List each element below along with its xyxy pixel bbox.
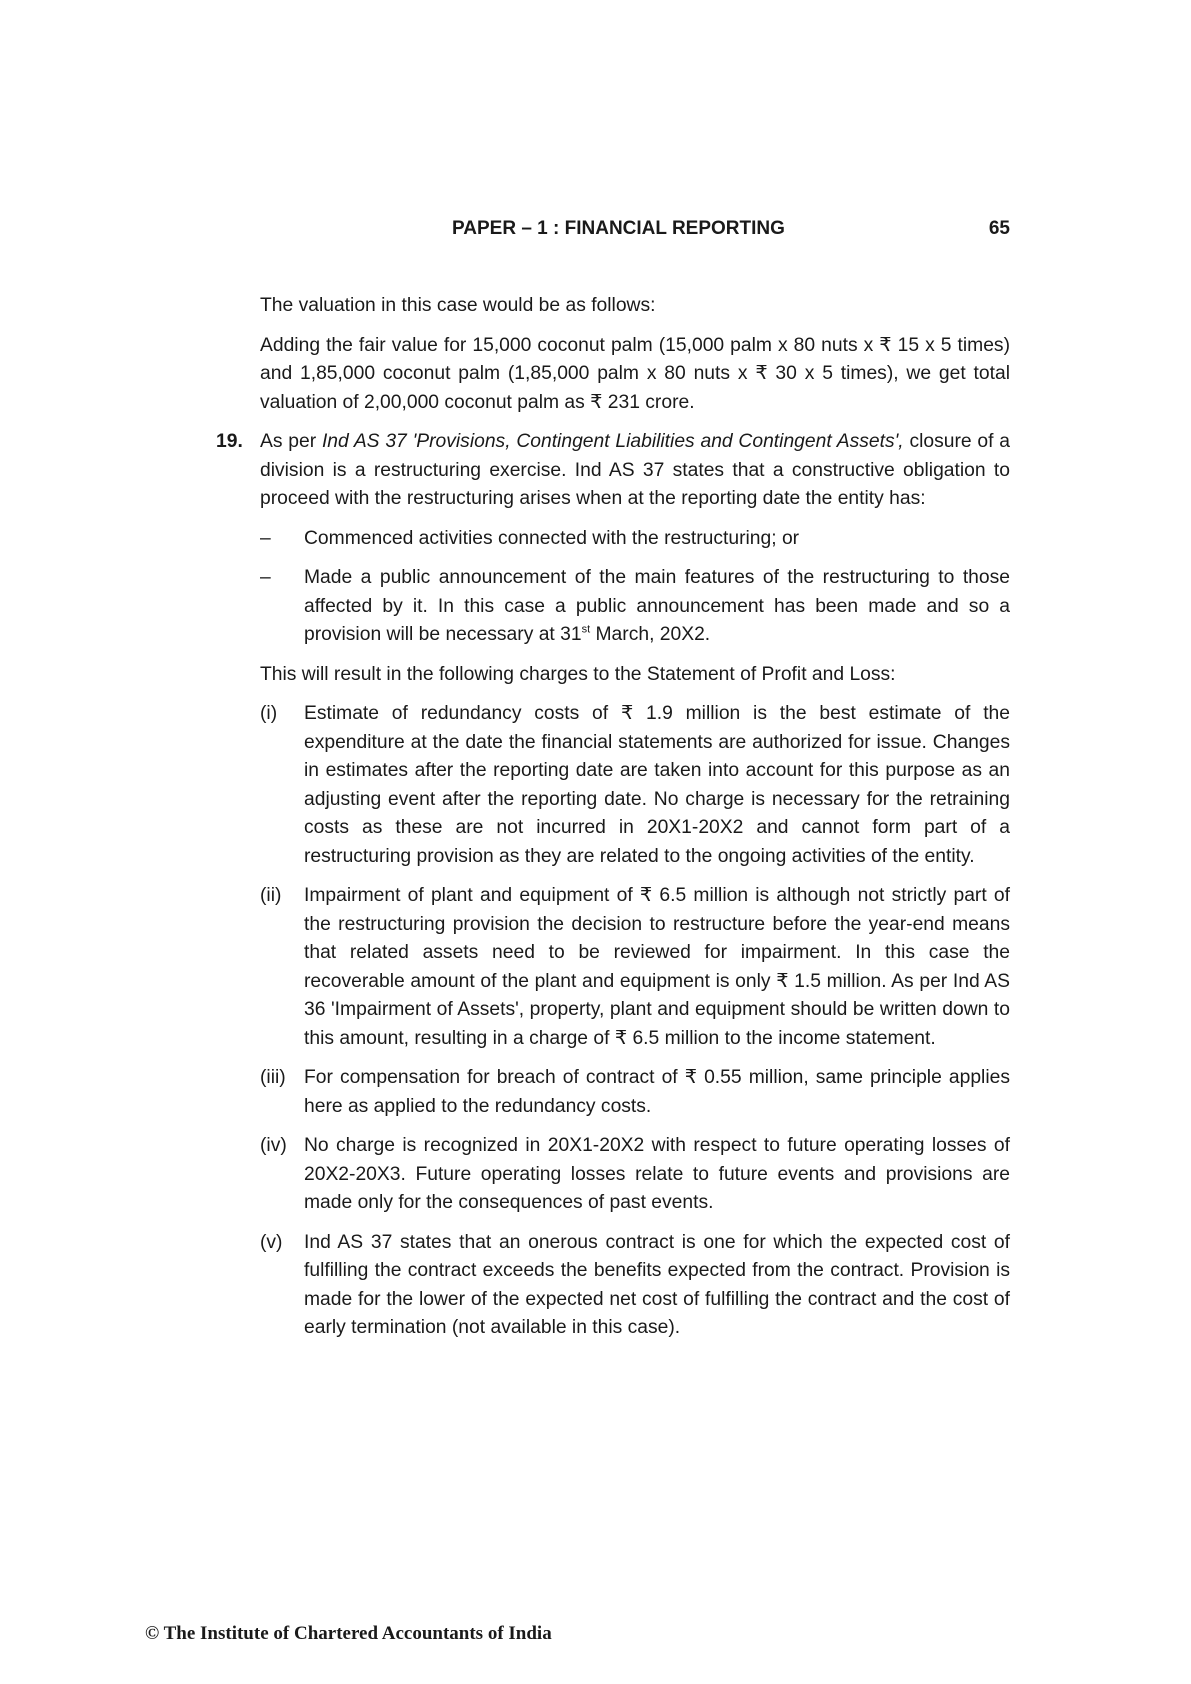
dash-item [260,525,1010,554]
dash-item-text: Commenced activities connected with the restructuring; or [304,527,800,549]
page-number: 65 [988,218,1010,239]
charge-text: Ind AS 37 states that an onerous contract is one for which the expected cost of fulfilling the contract exceeds the benefits expected from the contract. Provision is made for the lower of the expected net cost of fulfilling the contract and the cost of early termination (not available in this case). [304,1231,1010,1338]
charge-text: Impairment of plant and equipment of ₹ 6.5 million is although not strictly part of the restructuring provision the decision to restructure before the year-end means that related assets need to be reviewed for impairment. In this case the recoverable amount of the plant and equipment is only ₹ 1.5 million. As per Ind AS 36 'Impairment of Assets', property, plant and equipment should be written down to this amount, resulting in a charge of ₹ 6.5 million to the income statement. [304,885,1010,1049]
question-text-b: closure of a division is a restructuring exercise. Ind AS 37 states that a constructive obligation to proceed with the restructuring arises when at the reporting date the entity has: [260,431,1010,509]
charge-item [260,882,1010,1053]
page-body [216,292,1010,1354]
copyright-footer: © The Institute of Chartered Accountants of India [145,1623,552,1644]
charge-marker: (i) [260,703,278,724]
charge-marker: (ii) [260,885,282,906]
charge-item [260,1064,1010,1121]
charge-item [260,1229,1010,1343]
dash-marker: – [260,527,271,549]
question-text-a: As per [260,431,322,452]
dash-item [260,564,1010,650]
intro-line: The valuation in this case would be as follows: [260,295,656,316]
valuation-paragraph: Adding the fair value for 15,000 coconut palm (15,000 palm x 80 nuts x ₹ 15 x 5 times) and 1,85,000 coconut palm (1,85,000 palm x 80 nuts x ₹ 30 x 5 times), we get total valuation of 2,00,000 coconut palm as ₹ 231 crore. [260,334,1010,413]
standard-name: Ind AS 37 ' [321,431,417,452]
charge-text: For compensation for breach of contract of ₹ 0.55 million, same principle applies here as applied to the redundancy costs. [304,1067,1010,1117]
charge-marker: (iii) [260,1067,286,1088]
charge-marker: (iv) [260,1135,287,1156]
dash-marker: – [260,567,271,588]
charge-item [260,700,1010,871]
charge-text: No charge is recognized in 20X1-20X2 with respect to future operating losses of 20X2-20X3. Future operating losses relate to future events and provisions are made only for the consequences of past events. [304,1135,1010,1213]
charge-marker: (v) [260,1231,283,1253]
question-number: 19. [216,431,243,452]
ordinal-suffix: st [581,623,591,636]
dash-item-text-b: March, 20X2. [590,624,711,645]
dash-item-text-a: Made a public announcement of the main features of the restructuring to those affected by it. In this case a public announcement has been made and so a provision will be necessary at 31 [304,567,1010,645]
charge-text: Estimate of redundancy costs of ₹ 1.9 million is the best estimate of the expenditure at the date the financial statements are authorized for issue. Changes in estimates after the reporting date are taken into account for this purpose as an adjusting event after the reporting date. No charge is necessary for the retraining costs as these are not incurred in 20X1-20X2 and cannot form part of a restructuring provision as they are related to the ongoing activities of the entity. [304,703,1010,867]
running-title: PAPER – 1 : FINANCIAL REPORTING [452,218,785,239]
charge-item [260,1132,1010,1218]
standard-title: Provisions, Contingent Liabilities and Contingent Assets', [416,431,904,452]
question-19-paragraph [216,428,1010,514]
charges-intro: This will result in the following charges to the Statement of Profit and Loss: [260,663,896,685]
